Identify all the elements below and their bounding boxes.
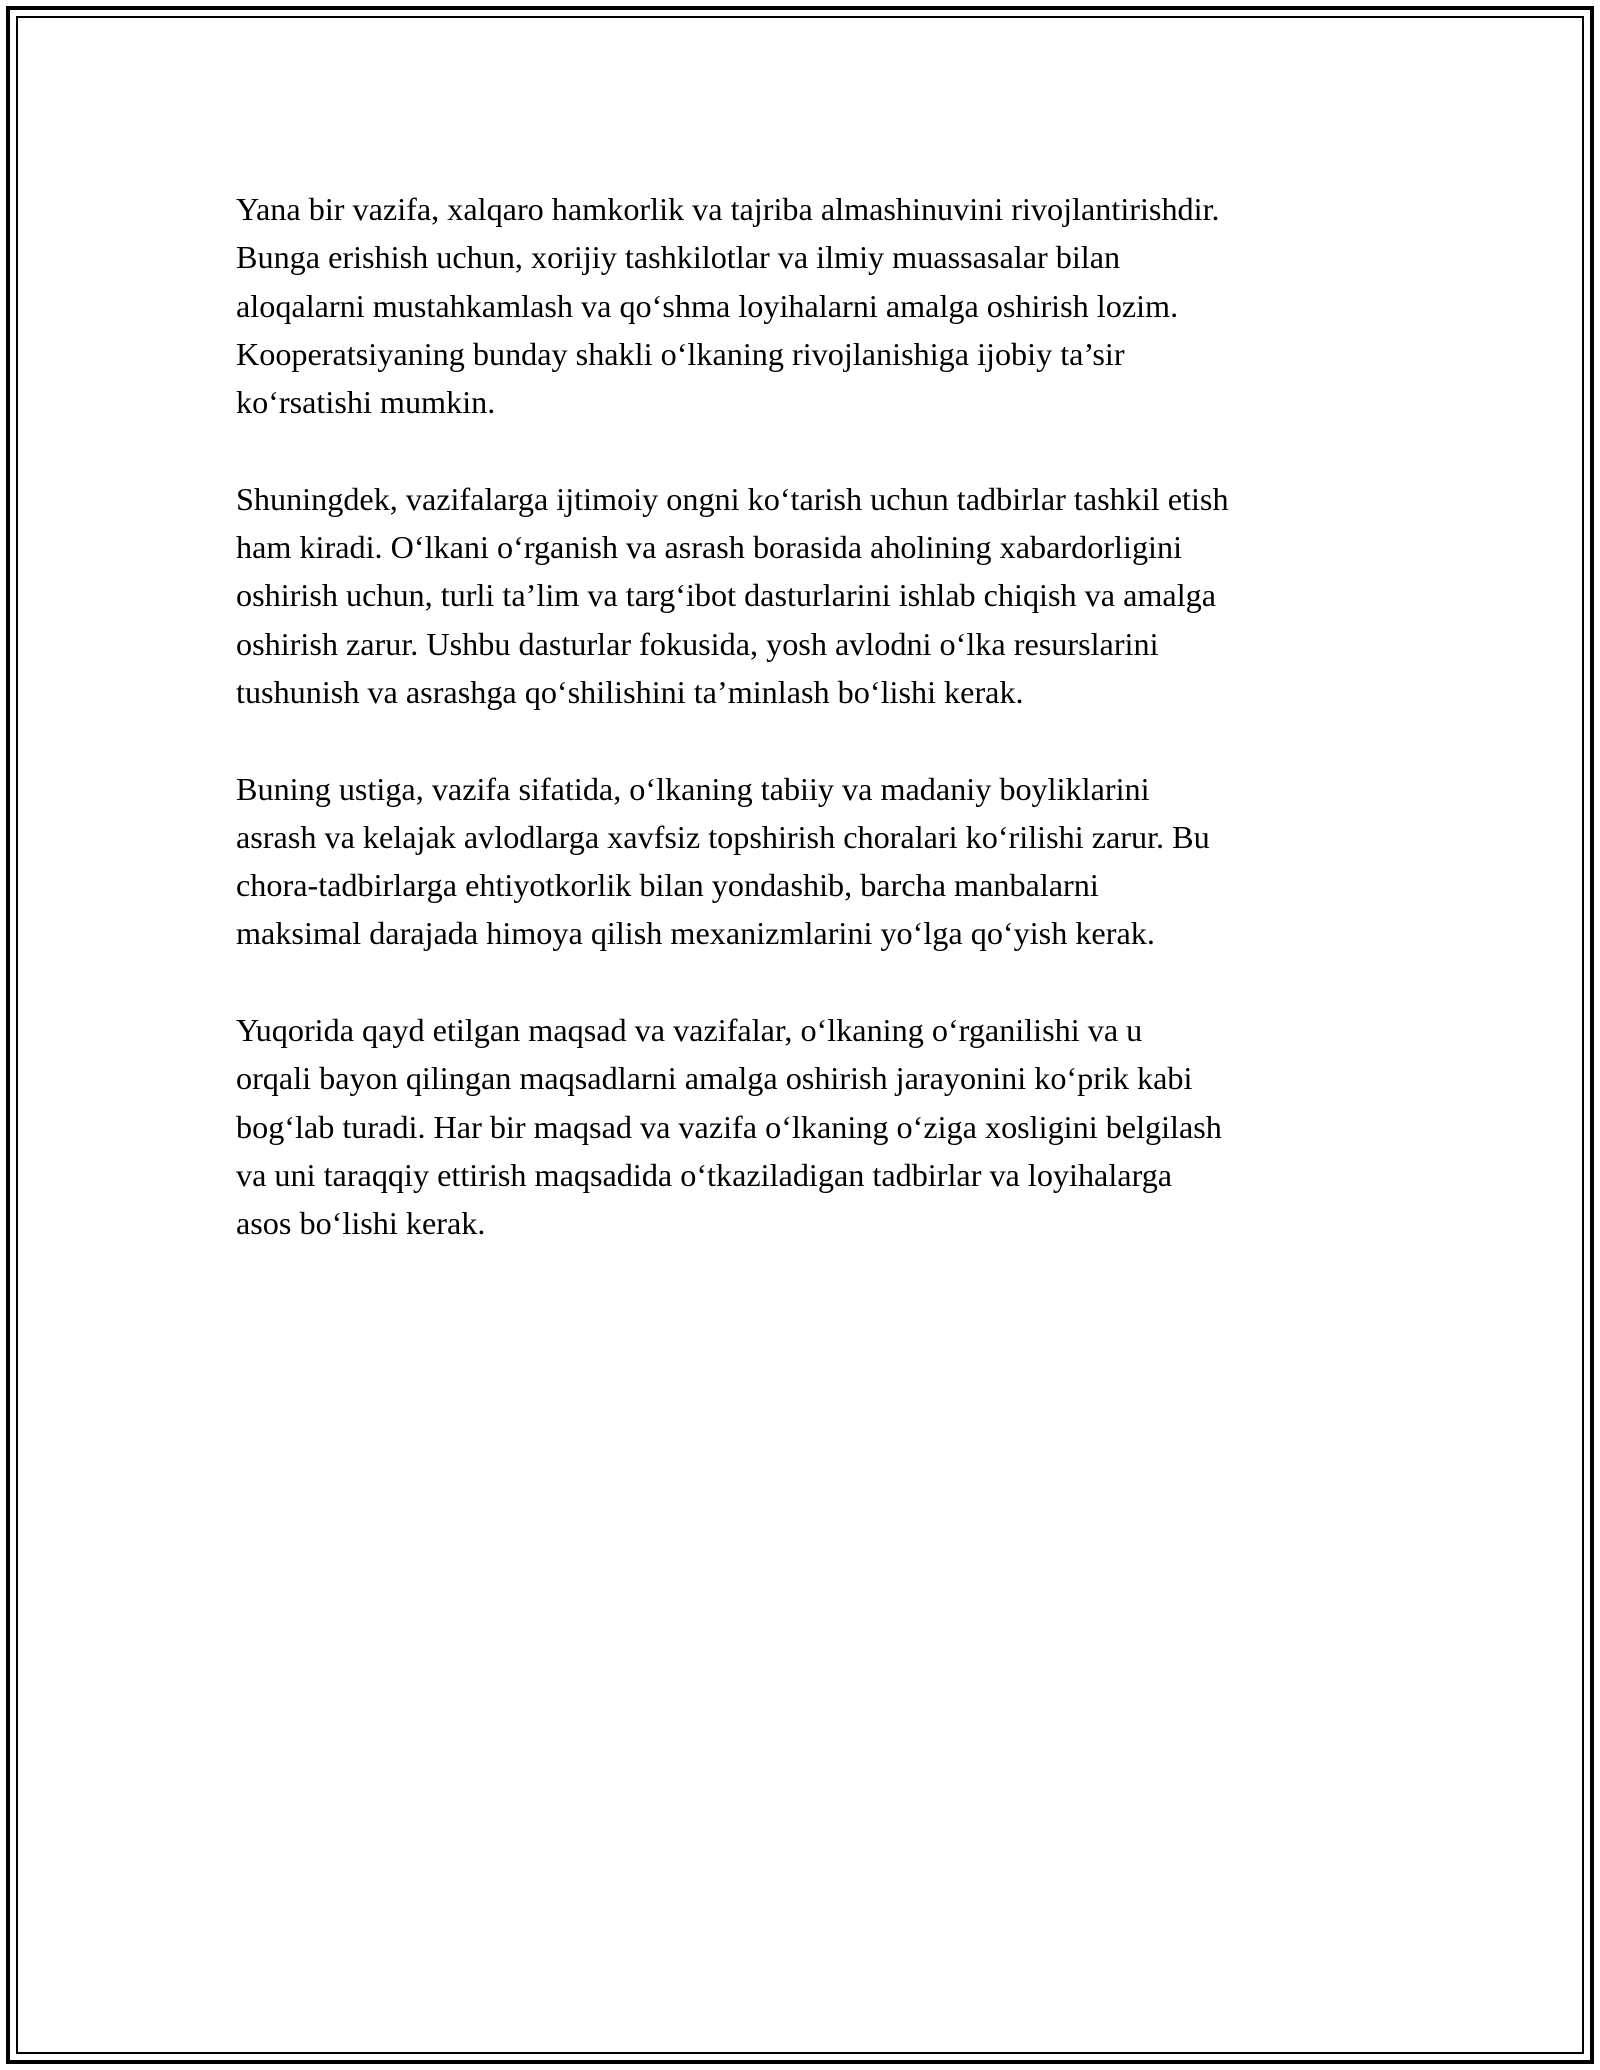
text-line: oshirish uchun, turli ta’lim va targ‘ibot dasturlarini ishlab chiqish va amalga [236,577,1217,614]
text-line: asrash va kelajak avlodlarga xavfsiz topshirish choralari ko‘rilishi zarur. Bu [236,818,1210,855]
text-line: aloqalarni mustahkamlash va qo‘shma loyihalarni amalga oshirish lozim. [236,287,1179,324]
text-line: Shuningdek, vazifalarga ijtimoiy ongni ko‘tarish uchun tadbirlar tashkil etish [236,480,1229,517]
text-line: chora-tadbirlarga ehtiyotkorlik bilan yondashib, barcha manbalarni [236,867,1099,904]
paragraph-1 [236,185,1386,426]
text-line: maksimal darajada himoya qilish mexanizmlarini yo‘lga qo‘yish kerak. [236,915,1155,952]
text-line: Bunga erishish uchun, xorijiy tashkilotlar va ilmiy muassasalar bilan [236,239,1121,276]
text-line: Buning ustiga, vazifa sifatida, o‘lkaning tabiiy va madaniy boyliklarini [236,770,1150,807]
text-line: oshirish zarur. Ushbu dasturlar fokusida, yosh avlodni o‘lka resurslarini [236,625,1159,662]
text-line: Kooperatsiyaning bunday shakli o‘lkaning rivojlanishiga ijobiy ta’sir [236,335,1125,372]
text-line: va uni taraqqiy ettirish maqsadida o‘tkaziladigan tadbirlar va loyihalarga [236,1156,1173,1193]
text-line: orqali bayon qilingan maqsadlarni amalga oshirish jarayonini ko‘prik kabi [236,1060,1193,1097]
text-line: Yuqorida qayd etilgan maqsad va vazifalar, o‘lkaning o‘rganilishi va u [236,1012,1143,1049]
paragraph-3 [236,765,1386,958]
text-line: bog‘lab turadi. Har bir maqsad va vazifa o‘lkaning o‘ziga xosligini belgilash [236,1108,1222,1145]
text-line: Yana bir vazifa, xalqaro hamkorlik va tajriba almashinuvini rivojlantirishdir. [236,191,1220,227]
text-line: tushunish va asrashga qo‘shilishini ta’minlash bo‘lishi kerak. [236,673,1024,710]
document-body [236,185,1386,1248]
text-line: ham kiradi. O‘lkani o‘rganish va asrash borasida aholining xabardorligini [236,529,1183,566]
text-line: ko‘rsatishi mumkin. [236,384,496,421]
paragraph-2 [236,475,1386,716]
text-line: asos bo‘lishi kerak. [236,1205,486,1242]
paragraph-4 [236,1006,1386,1247]
